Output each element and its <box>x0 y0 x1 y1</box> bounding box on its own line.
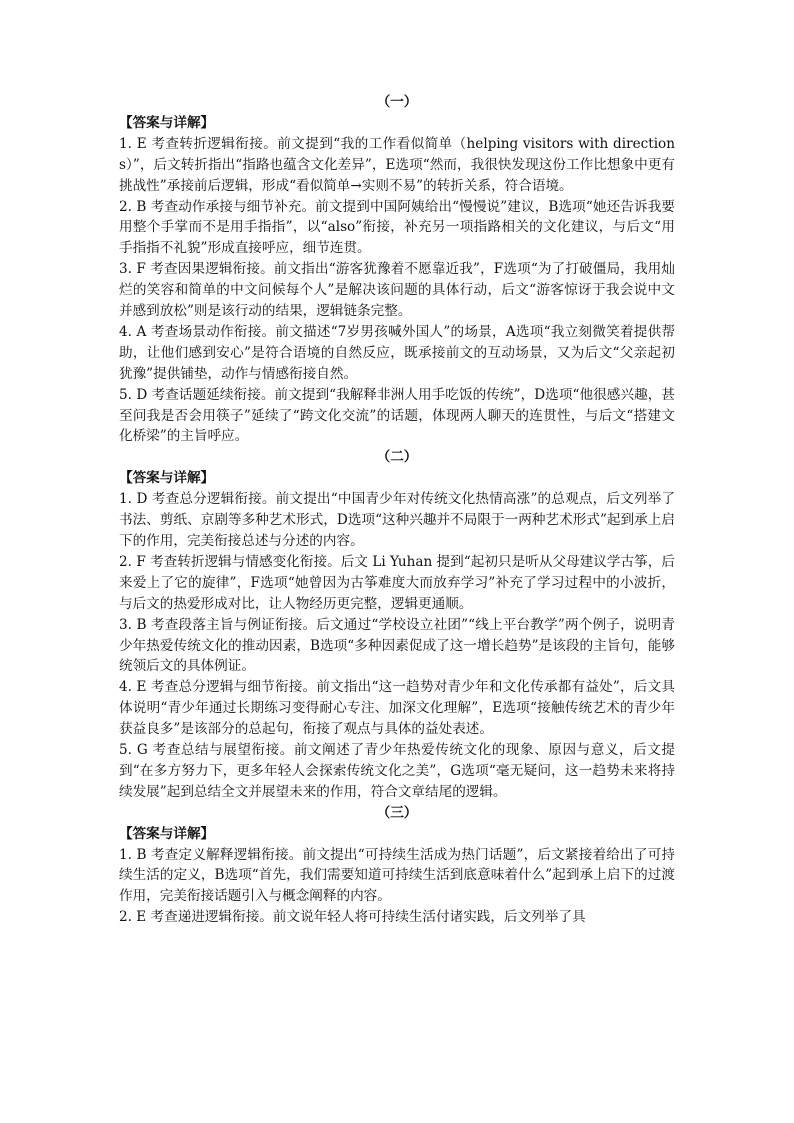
section-title: （一） <box>376 94 418 110</box>
section-1 <box>119 92 675 447</box>
document-page <box>119 92 675 928</box>
answer-item: 5. D 考查话题延续衔接。前文提到“我解释非洲人用手吃饭的传统”，D选项“他很感兴趣，甚至问我是否会用筷子”延续了“跨文化交流”的话题，体现两人聊天的连贯性，与后文“搭建文化桥梁”的主旨呼应。 <box>119 386 675 445</box>
answer-item: 1. B 考查定义解释逻辑衔接。前文提出“可持续生活成为热门话题”，后文紧接着给出了可持续生活的定义，B选项“首先，我们需要知道可持续生活到底意味着什么”起到承上启下的过渡作用，完美衔接话题引入与概念阐释的内容。 <box>119 846 675 905</box>
answer-item: 5. G 考查总结与展望衔接。前文阐述了青少年热爱传统文化的现象、原因与意义，后文提到“在多方努力下，更多年轻人会探索传统文化之美”，G选项“毫无疑问，这一趋势未来将持续发展”起到总结全文并展望未来的作用，符合文章结尾的逻辑。 <box>119 742 675 800</box>
answer-item: 4. A 考查场景动作衔接。前文描述“7岁男孩喊外国人”的场景，A选项“我立刻微笑着提供帮助，让他们感到安心”是符合语境的自然反应，既承接前文的互动场景，又为后文“父亲起初犹豫”提供铺垫，动作与情感衔接自然。 <box>119 323 675 382</box>
answer-item: 3. F 考查因果逻辑衔接。前文指出“游客犹豫着不愿靠近我”，F选项“为了打破僵局，我用灿烂的笑容和简单的中文问候每个人”是解决该问题的具体行动，后文“游客惊讶于我会说中文并感到放松”则是该行动的结果，逻辑链条完整。 <box>119 261 675 320</box>
section-3 <box>119 803 675 928</box>
section-2 <box>119 447 675 802</box>
answer-heading: 【答案与详解】 <box>119 470 215 487</box>
answer-item: 2. F 考查转折逻辑与情感变化衔接。后文 Li Yuhan 提到“起初只是听从父母建议学古筝，后来爱上了它的旋律”，F选项“她曾因为古筝难度大而放弃学习”补充了学习过程中的小波折，与后文的热爱形成对比，让人物经历更完整，逻辑更通顺。 <box>119 553 675 612</box>
answer-heading: 【答案与详解】 <box>119 825 215 842</box>
answer-item: 4. E 考查总分逻辑与细节衔接。前文指出“这一趋势对青少年和文化传承都有益处”，后文具体说明“青少年通过长期练习变得耐心专注、加深文化理解”，E选项“接触传统艺术的青少年获益良多”是该部分的总起句，衔接了观点与具体的益处表述。 <box>119 679 675 738</box>
answer-item: 1. D 考查总分逻辑衔接。前文提出“中国青少年对传统文化热情高涨”的总观点，后文列举了书法、剪纸、京剧等多种艺术形式，D选项“这种兴趣并不局限于一两种艺术形式”起到承上启下的作用，完美衔接总述与分述的内容。 <box>119 491 675 549</box>
answer-item: 2. B 考查动作承接与细节补充。前文提到中国阿姨给出“慢慢说”建议，B选项“她还告诉我要用整个手掌而不是用手指指”，以“also”衔接，补充另一项指路相关的文化建议，与后文“用手指指不礼貌”形成直接呼应，细节连贯。 <box>119 198 675 257</box>
section-title: （二） <box>376 449 418 466</box>
section-title: （三） <box>376 804 418 821</box>
answer-heading: 【答案与详解】 <box>119 114 215 131</box>
answer-item: 3. B 考查段落主旨与例证衔接。后文通过“学校设立社团”“线上平台教学”两个例子，说明青少年热爱传统文化的推动因素，B选项“多种因素促成了这一增长趋势”是该段的主旨句，能够统领后文的具体例证。 <box>119 616 675 675</box>
answer-item: 2. E 考查递进逻辑衔接。前文说年轻人将可持续生活付诸实践，后文列举了具 <box>119 909 586 926</box>
answer-item: 1. E 考查转折逻辑衔接。前文提到“我的工作看似简单（helping visitors with directions）”，后文转折指出“指路也蕴含文化差异”，E选项“然而，我很快发现这份工作比想象中更有挑战性”承接前后逻辑，形成“看似简单→实则不易”的转折关系，符合语境。 <box>119 135 675 194</box>
